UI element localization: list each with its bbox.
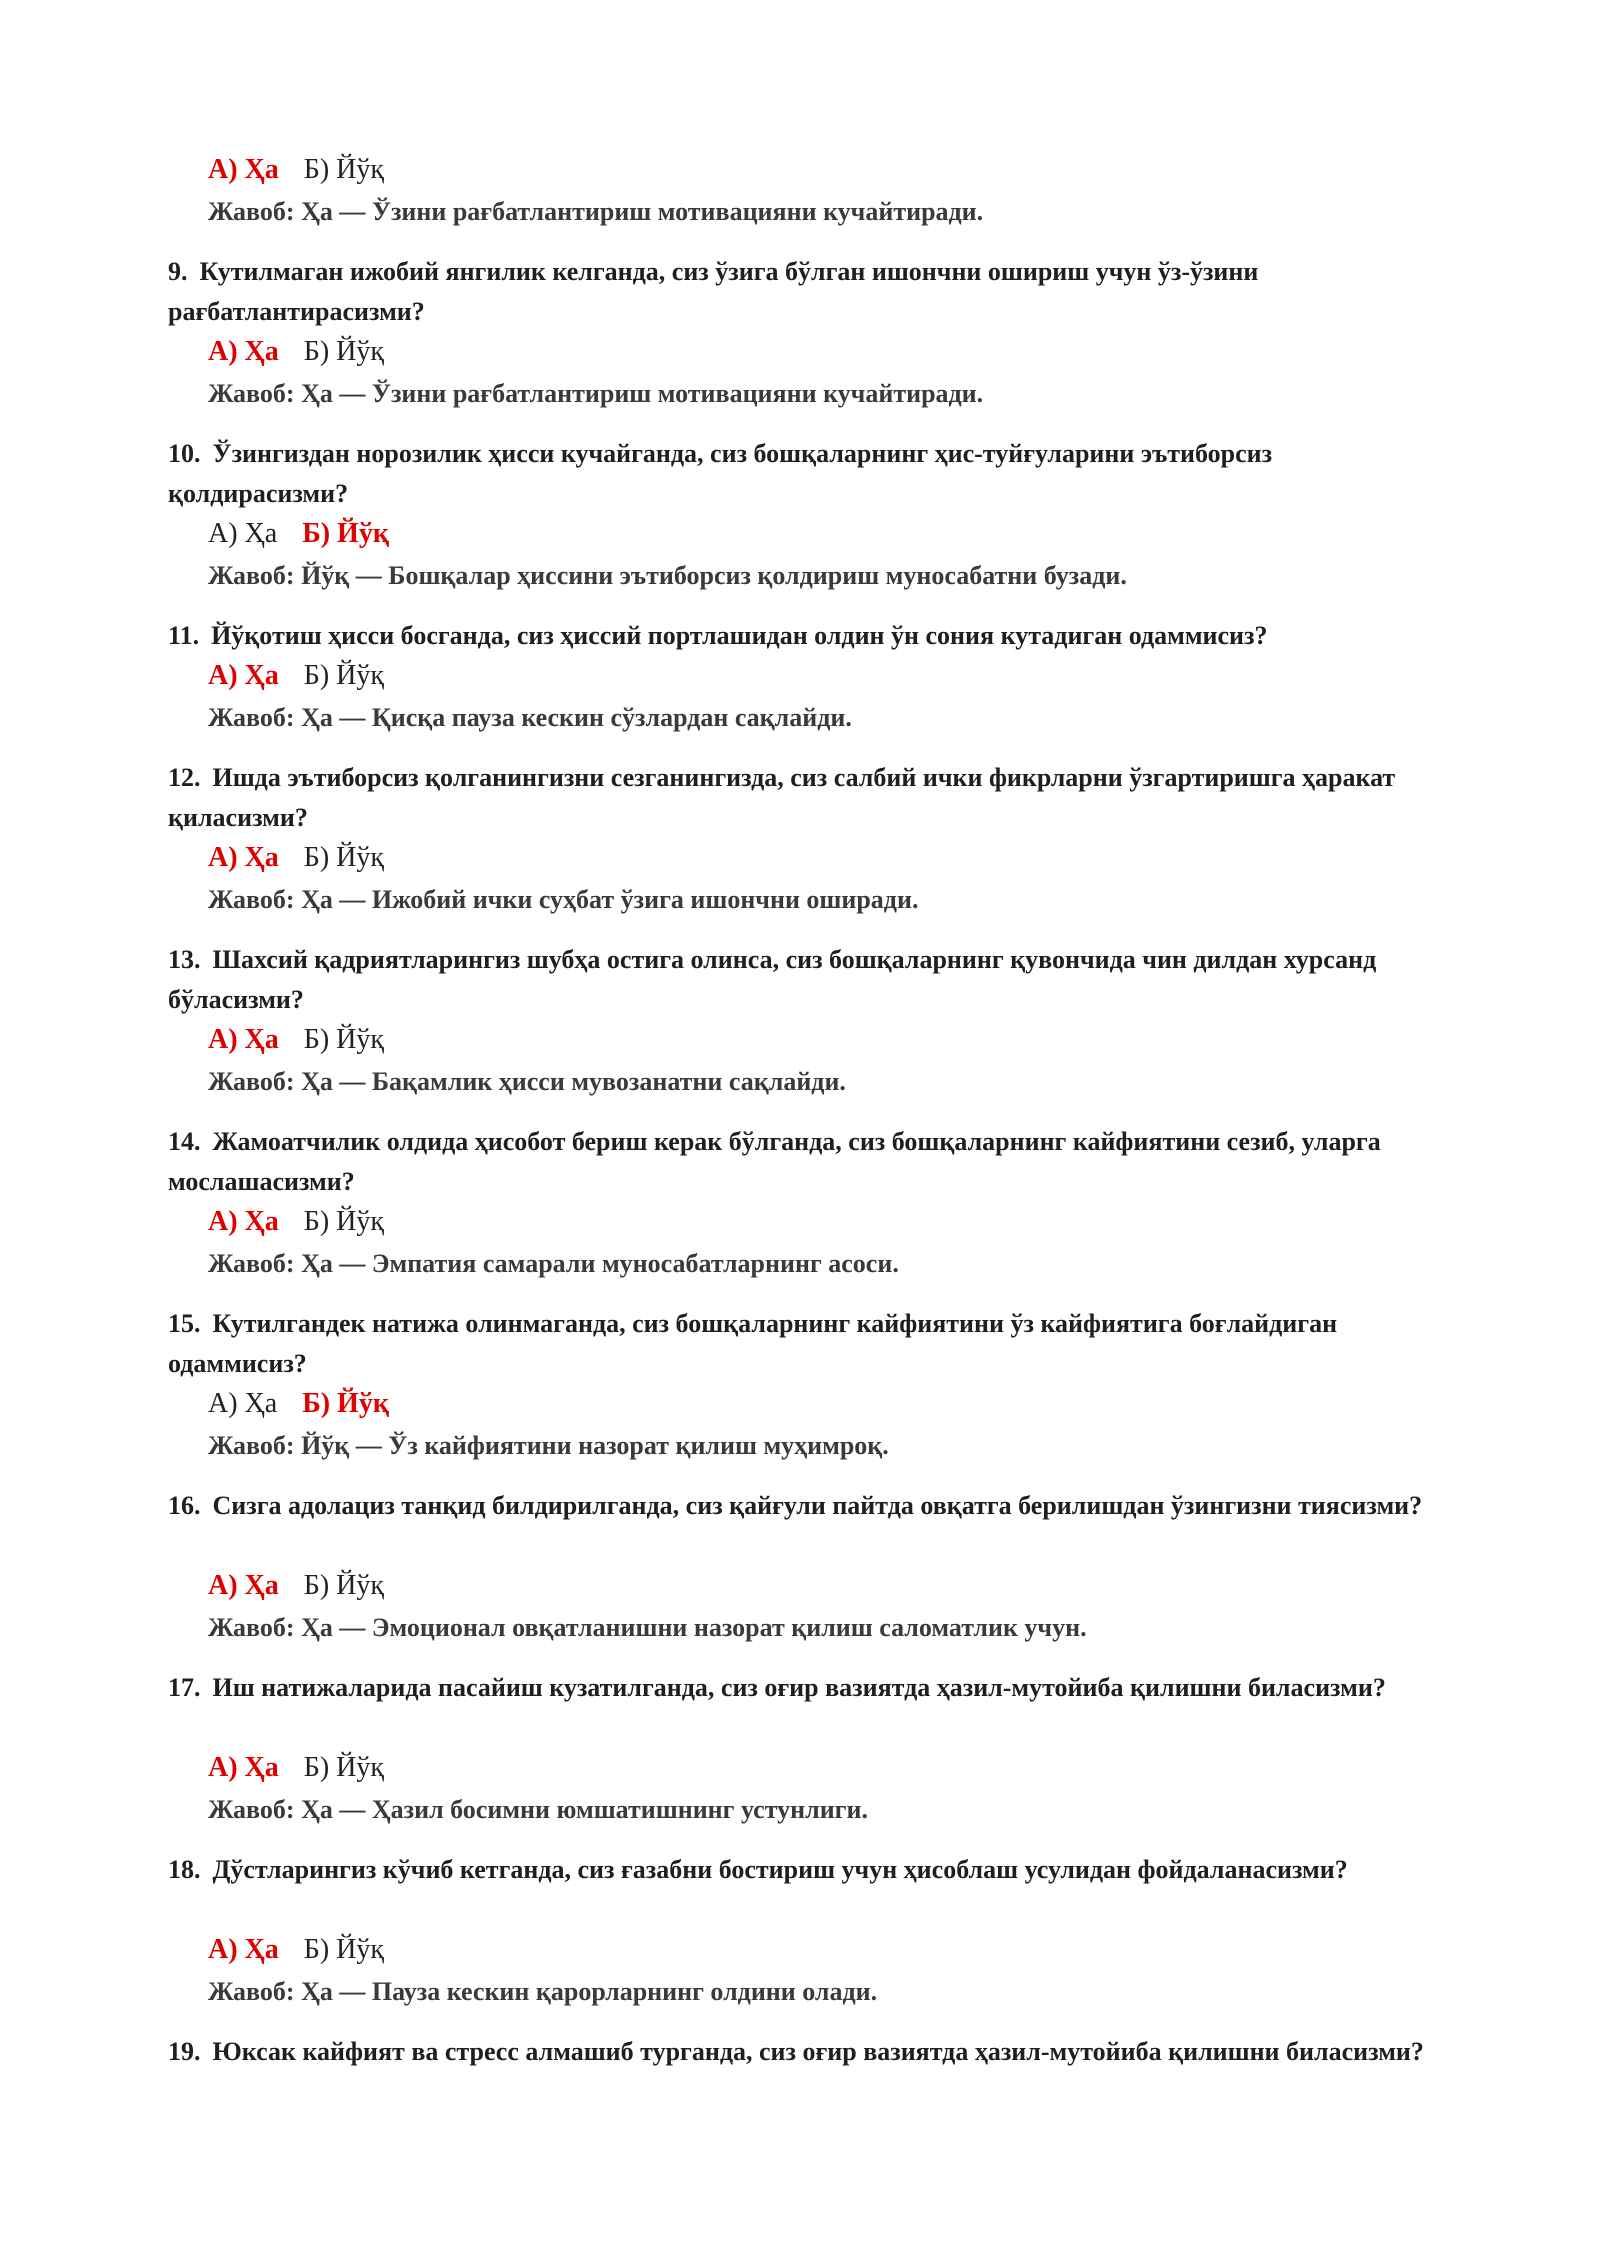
question-text — [168, 1304, 1458, 1384]
option-b[interactable]: Б) Йўқ — [303, 1570, 384, 1601]
question-body: Сизга адолациз танқид билдирилганда, сиз қайғули пайтда овқатга берилишдан ўзингизни тиясизми? — [212, 1491, 1423, 1520]
option-a[interactable]: А) Ҳа — [208, 660, 279, 691]
answer-text: Жавоб: Йўқ — Ўз кайфиятини назорат қилиш муҳимроқ. — [208, 1431, 889, 1460]
answer-text: Жавоб: Ҳа — Пауза кескин қарорларнинг олдини олади. — [208, 1977, 878, 2006]
options-row — [208, 150, 384, 190]
options-row — [208, 1748, 384, 1788]
question-number: 13. — [168, 945, 201, 974]
option-b[interactable]: Б) Йўқ — [302, 1388, 389, 1419]
option-b[interactable]: Б) Йўқ — [303, 1752, 384, 1783]
option-a[interactable]: А) Ҳа — [208, 1752, 279, 1783]
option-a[interactable]: А) Ҳа — [208, 336, 279, 367]
question-text — [168, 1486, 1458, 1526]
question-number: 9. — [168, 257, 188, 286]
question-text — [168, 2032, 1458, 2072]
option-b[interactable]: Б) Йўқ — [303, 336, 384, 367]
question-text — [168, 434, 1458, 514]
option-b[interactable]: Б) Йўқ — [303, 842, 384, 873]
answer-text: Жавоб: Ҳа — Бақамлик ҳисси мувозанатни сақлайди. — [208, 1067, 846, 1096]
question-body: Йўқотиш ҳисси босганда, сиз ҳиссий портлашидан олдин ўн сония кутадиган одаммисиз? — [211, 621, 1268, 650]
question-text — [168, 1122, 1458, 1202]
question-text — [168, 1850, 1458, 1890]
options-row — [208, 1930, 384, 1970]
option-a[interactable]: А) Ҳа — [208, 518, 278, 549]
question-body: Шахсий қадриятларингиз шубҳа остига олинса, сиз бошқаларнинг қувончида чин дилдан хурсанд бўласизми? — [168, 945, 1377, 1014]
question-text — [168, 940, 1458, 1020]
option-a[interactable]: А) Ҳа — [208, 1024, 279, 1055]
question-number: 16. — [168, 1491, 201, 1520]
question-body: Жамоатчилик олдида ҳисобот бериш керак бўлганда, сиз бошқаларнинг кайфиятини сезиб, уларга мослашасизми? — [168, 1127, 1381, 1196]
question-number: 18. — [168, 1855, 201, 1884]
question-body: Ўзингиздан норозилик ҳисси кучайганда, сиз бошқаларнинг ҳис-туйғуларини эътиборсиз қолдирасизми? — [168, 439, 1273, 508]
option-a[interactable]: А) Ҳа — [208, 1206, 279, 1237]
question-number: 15. — [168, 1309, 201, 1338]
options-row — [208, 1566, 384, 1606]
option-a[interactable]: А) Ҳа — [208, 154, 279, 185]
option-b[interactable]: Б) Йўқ — [303, 1206, 384, 1237]
answer-text: Жавоб: Ҳа — Қисқа пауза кескин сўзлардан сақлайди. — [208, 703, 852, 732]
question-number: 14. — [168, 1127, 201, 1156]
options-row — [208, 1020, 384, 1060]
options-row — [208, 1384, 389, 1424]
question-text — [168, 616, 1458, 656]
question-number: 10. — [168, 439, 201, 468]
question-body: Кутилгандек натижа олинмаганда, сиз бошқаларнинг кайфиятини ўз кайфиятига боғлайдиган одаммисиз? — [168, 1309, 1338, 1378]
question-number: 11. — [168, 621, 200, 650]
question-text — [168, 252, 1458, 332]
question-body: Кутилмаган ижобий янгилик келганда, сиз ўзига бўлган ишончни ошириш учун ўз-ўзини рағбатлантирасизми? — [168, 257, 1259, 326]
question-body: Иш натижаларида пасайиш кузатилганда, сиз оғир вазиятда ҳазил-мутойиба қилишни биласизми? — [212, 1673, 1386, 1702]
question-text — [168, 758, 1458, 838]
option-b[interactable]: Б) Йўқ — [303, 154, 384, 185]
option-a[interactable]: А) Ҳа — [208, 842, 279, 873]
question-body: Дўстларингиз кўчиб кетганда, сиз ғазабни бостириш учун ҳисоблаш усулидан фойдаланасизми? — [212, 1855, 1348, 1884]
option-b[interactable]: Б) Йўқ — [303, 660, 384, 691]
option-a[interactable]: А) Ҳа — [208, 1388, 278, 1419]
answer-text: Жавоб: Ҳа — Ўзини рағбатлантириш мотивацияни кучайтиради. — [208, 379, 984, 408]
answer-text: Жавоб: Ҳа — Ўзини рағбатлантириш мотивацияни кучайтиради. — [208, 197, 984, 226]
answer-text: Жавоб: Ҳа — Ижобий ички суҳбат ўзига ишончни оширади. — [208, 885, 919, 914]
options-row — [208, 514, 389, 554]
question-number: 19. — [168, 2037, 201, 2066]
question-body: Юксак кайфият ва стресс алмашиб турганда, сиз оғир вазиятда ҳазил-мутойиба қилишни биласизми? — [212, 2037, 1424, 2066]
options-row — [208, 1202, 384, 1242]
option-b[interactable]: Б) Йўқ — [302, 518, 389, 549]
answer-text: Жавоб: Йўқ — Бошқалар ҳиссини эътиборсиз қолдириш муносабатни бузади. — [208, 561, 1127, 590]
option-a[interactable]: А) Ҳа — [208, 1570, 279, 1601]
question-text — [168, 1668, 1458, 1708]
answer-text: Жавоб: Ҳа — Эмпатия самарали муносабатларнинг асоси. — [208, 1249, 899, 1278]
options-row — [208, 332, 384, 372]
option-a[interactable]: А) Ҳа — [208, 1934, 279, 1965]
answer-text: Жавоб: Ҳа — Эмоционал овқатланишни назорат қилиш саломатлик учун. — [208, 1613, 1087, 1642]
question-number: 17. — [168, 1673, 201, 1702]
answer-text: Жавоб: Ҳа — Ҳазил босимни юмшатишнинг устунлиги. — [208, 1795, 868, 1824]
question-body: Ишда эътиборсиз қолганингизни сезганингизда, сиз салбий ички фикрларни ўзгартиришга ҳаракат қиласизми? — [168, 763, 1396, 832]
options-row — [208, 838, 384, 878]
question-number: 12. — [168, 763, 201, 792]
option-b[interactable]: Б) Йўқ — [303, 1024, 384, 1055]
option-b[interactable]: Б) Йўқ — [303, 1934, 384, 1965]
options-row — [208, 656, 384, 696]
